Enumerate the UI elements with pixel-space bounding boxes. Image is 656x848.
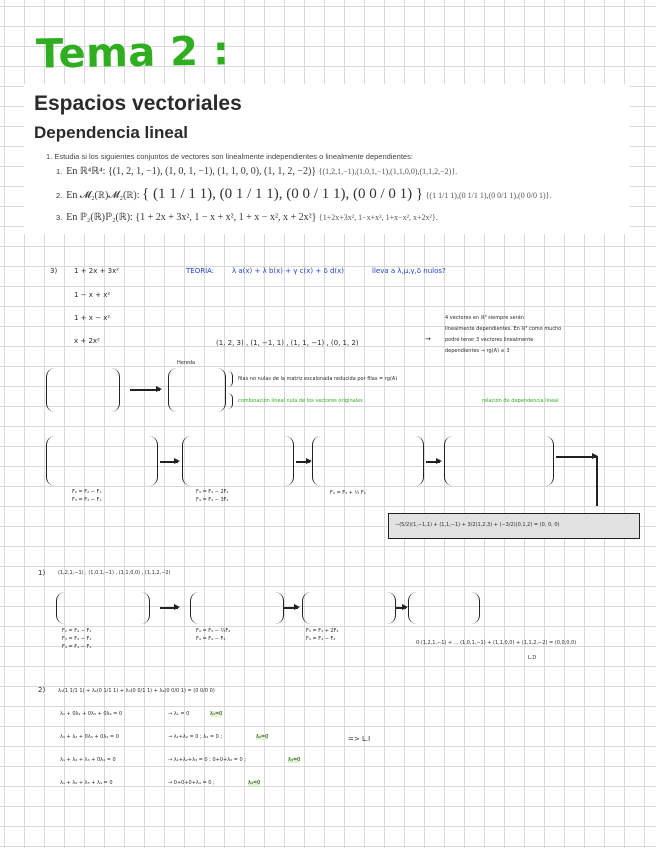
- polynomial: 1 − x + x²: [74, 291, 111, 299]
- remark-line: 4 vectores en ℝ³ siempre serán: [445, 315, 524, 321]
- matrix: [444, 436, 554, 486]
- equation-right: → λ₁+λ₂ = 0 ; λ₂ = 0 ;: [168, 734, 223, 740]
- theory-label: TEORÍA:: [186, 267, 215, 275]
- result-equation: −(5/2)(1,−1,1) + (1,1,−1) + 3/2(1,2,3) + (−3/2)(0,1,2) = (0, 0, 0): [395, 522, 560, 528]
- polynomial: 1 + 2x + 3x²: [74, 267, 120, 275]
- polynomial: 1 + x − x²: [74, 314, 111, 322]
- result-box: [388, 513, 640, 539]
- theory-question: lleva a λ,μ,γ,δ nulos?: [372, 267, 446, 275]
- matrix: [190, 592, 284, 624]
- highlight-result: λ₄=0: [248, 780, 261, 786]
- exercise-item: 1. En ℝ⁴ℝ⁴: {(1, 2, 1, −1), (1, 0, 1, −1), (1, 1, 0, 0), (1, 1, 2, −2)} {(1,2,1,−1),(1,0,1,−1),(1,1,0,0),(1,1,2,−2)}.: [56, 166, 458, 177]
- vectors-line: (1,2,1,−1) , (1,0,1,−1) , (1,1,0,0) , (1,1,2,−2): [58, 570, 171, 576]
- equation-left: λ₁ + λ₂ + λ₃ + 0λ₄ = 0: [60, 757, 116, 763]
- polynomial: x + 2x²: [74, 337, 100, 345]
- exercise-label: 2): [38, 686, 46, 694]
- conclusion: L.D: [528, 655, 537, 661]
- matrix: [312, 436, 424, 486]
- combination-note: combinación lineal nula de los vectores originales: [238, 398, 363, 404]
- subsection-heading: Dependencia lineal: [34, 123, 188, 142]
- remark-line: podré tener 3 vectores linealmente: [445, 337, 534, 343]
- arrow: [296, 461, 310, 463]
- row-operation: F₃ = F₃ − 2F₂: [196, 489, 229, 495]
- arrow: [130, 389, 160, 391]
- exercise-item: 2. En 𝓜₂(ℝ)𝓜₂(ℝ): { (1 1 / 1 1), (0 1 / 1 1), (0 0 / 1 1), (0 0 / 0 1) } {(1 1/1 1),(0 1/1 1),(0 0/1 1),(0 0/0 1)}.: [56, 186, 552, 202]
- rank-note: filas no nulas de la matriz escalonada reducida por filas = rg(A): [238, 376, 398, 382]
- row-operation: F₄ = F₄ − F₂: [306, 636, 336, 642]
- remark-line: dependientes → rg(A) ≤ 3: [445, 348, 510, 354]
- highlight-result: λ₁=0: [210, 711, 223, 717]
- row-operation: F₄ = F₄ − 3F₂: [196, 497, 229, 503]
- matrix: [408, 592, 480, 624]
- row-operation: F₃ = F₃ − ½F₂: [196, 628, 231, 634]
- exercise-item: 3. En ℙ₂(ℝ)ℙ₂(ℝ): {1 + 2x + 3x², 1 − x + x², 1 + x − x², x + 2x²} {1+2x+3x², 1−x+x², 1+x−x², x+2x²}.: [56, 212, 438, 223]
- bracket: [228, 393, 233, 409]
- equation-right: → λ₁+λ₂+λ₃ = 0 ; 0+0+λ₃ = 0 ;: [168, 757, 246, 763]
- connector-line: [596, 456, 598, 506]
- arrow: [160, 461, 178, 463]
- equation-right: → λ₁ = 0: [168, 711, 190, 717]
- row-operation: F₃ = F₃ + ½ F₂: [330, 490, 366, 496]
- page-title: Tema 2 :: [35, 28, 230, 78]
- arrow: [284, 607, 298, 609]
- row-operation: F₃ = F₃ + 2F₂: [306, 628, 339, 634]
- matrix: [46, 436, 158, 486]
- exercise-label: 3): [50, 267, 58, 275]
- bracket: [228, 371, 233, 387]
- arrow: [396, 607, 406, 609]
- equation-left: λ₁ + 0λ₂ + 0λ₃ + 0λ₄ = 0: [60, 711, 123, 717]
- row-operation: F₂ = F₂ − F₁: [62, 628, 92, 634]
- highlight-result: λ₃=0: [288, 757, 301, 763]
- equation-right: → 0+0+0+λ₄ = 0 ;: [168, 780, 215, 786]
- highlight-result: λ₂=0: [256, 734, 269, 740]
- result-equation: 0·(1,2,1,−1) + ... (1,0,1,−1) + (1,1,0,0) + (1,1,2,−2) = (0,0,0,0): [416, 640, 577, 646]
- arrow: [426, 461, 440, 463]
- row-operation: F₃ = F₃ − F₁: [62, 636, 92, 642]
- relation-note: relación de dependencia lineal: [482, 398, 559, 404]
- exercise-label: 1): [38, 569, 46, 577]
- printed-exercise: [24, 84, 630, 234]
- main-equation: λ₁(1 1/1 1) + λ₂(0 1/1 1) + λ₃(0 0/1 1) + λ₄(0 0/0 1) = (0 0/0 0): [58, 688, 215, 694]
- arrow: [556, 456, 596, 458]
- matrix: [168, 368, 226, 412]
- hereda-label: Hereda: [177, 360, 196, 366]
- exercise-intro: 1. Estudia si los siguientes conjuntos de vectores son linealmente independientes o linealmente dependientes:: [46, 152, 413, 161]
- equation-left: λ₁ + λ₂ + λ₃ + λ₄ = 0: [60, 780, 113, 786]
- matrix: [46, 368, 120, 412]
- matrix: [182, 436, 294, 486]
- vectors-line: (1, 2, 3) , (1, −1, 1) , (1, 1, −1) , (0, 1, 2): [216, 339, 359, 347]
- conclusion: => L.I: [348, 735, 371, 743]
- row-operation: F₃ = F₃ − F₁: [72, 497, 102, 503]
- theory-equation: λ a(x) + λ b(x) + γ c(x) + δ d(x): [232, 267, 344, 275]
- row-operation: F₂ = F₂ − F₁: [72, 489, 102, 495]
- section-heading: Espacios vectoriales: [34, 92, 242, 115]
- arrow-glyph: →: [425, 335, 431, 343]
- row-operation: F₄ = F₄ − F₂: [196, 636, 226, 642]
- matrix: [56, 592, 150, 624]
- equation-left: λ₁ + λ₂ + 0λ₃ + 0λ₄ = 0: [60, 734, 119, 740]
- matrix: [302, 592, 396, 624]
- remark-line: linealmente dependientes. En ℝ³ como mucho: [445, 326, 562, 332]
- row-operation: F₄ = F₄ − F₁: [62, 644, 92, 650]
- arrow: [160, 607, 178, 609]
